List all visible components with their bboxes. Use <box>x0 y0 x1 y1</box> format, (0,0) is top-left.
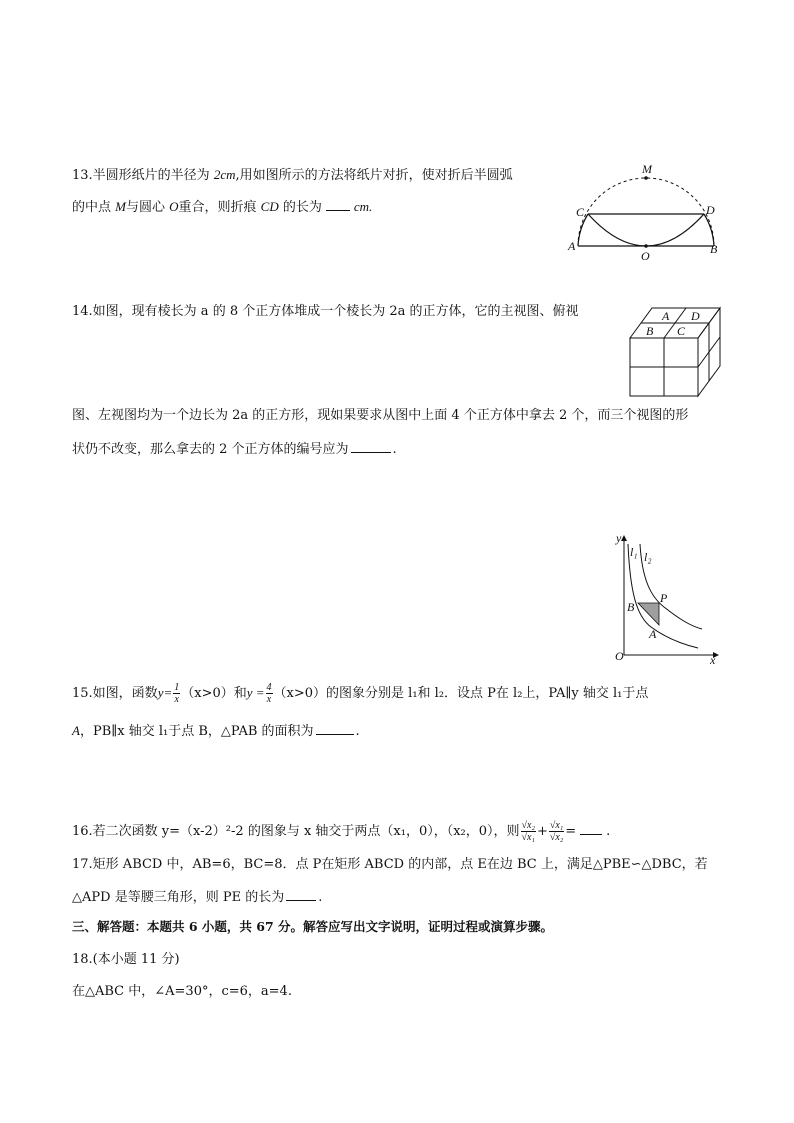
q17-text: △APD 是等腰三角形，则 PE 的长为 <box>72 890 285 905</box>
q13-answer-blank[interactable] <box>326 198 350 211</box>
q15-func2: y = <box>246 685 265 700</box>
q16-equals: = <box>565 824 577 839</box>
q16-plus: + <box>536 824 548 839</box>
q13-line2 <box>72 198 372 217</box>
section-3-heading: 三、解答题：本题共 6 小题，共 67 分。解答应写出文字说明，证明过程或演算步骤。 <box>72 919 554 934</box>
q14-text: 状仍不改变，那么拿去的 2 个正方体的编号应为 <box>72 442 349 457</box>
q16-period: . <box>606 824 611 839</box>
label-p: P <box>660 591 668 605</box>
q17-line2 <box>72 888 322 907</box>
triangle-pab-shaded <box>638 603 659 625</box>
cube-label-c: C <box>677 324 686 338</box>
q16-text: 16.若二次函数 y=（x-2）²-2 的图象与 x 轴交于两点（x₁，0），（x₂，0），则 <box>72 824 520 839</box>
q16-answer-blank[interactable] <box>580 822 602 835</box>
point-m <box>644 176 648 180</box>
label-m: M <box>642 162 652 176</box>
q14-period: . <box>392 442 397 457</box>
q16-frac1-den: √x₁ <box>521 832 535 843</box>
q16-line <box>72 820 610 843</box>
q18-body: 在△ABC 中，∠A=30°，c=6，a=4. <box>72 984 292 999</box>
q15-fraction-1 <box>173 682 180 705</box>
q13-line1 <box>72 166 513 185</box>
q17-line1: 17.矩形 ABCD 中，AB=6，BC=8．点 P在矩形 ABCD 的内部，点 E在边 BC 上，满足△PBE∽△DBC，若 <box>72 857 708 872</box>
q16-frac1-num: √x₂ <box>521 820 535 831</box>
q15-text: （x>0）和 <box>181 686 247 701</box>
axis-label-y: y <box>616 531 622 545</box>
label-b: B <box>627 600 635 614</box>
label-l1: l₁ <box>630 545 638 559</box>
label-b: B <box>710 242 718 256</box>
q13-text-a: 13.半圆形纸片的半径为 <box>72 168 214 183</box>
q15-func1: y= <box>157 685 173 700</box>
q16-fraction-2 <box>549 820 564 843</box>
semicircle-dashed-arc <box>578 178 714 246</box>
point-o <box>644 244 648 248</box>
q16-frac2-den: √x₂ <box>549 832 564 843</box>
q15-text: ，PB∥x 轴交 l₁于点 B，△PAB 的面积为 <box>79 724 314 739</box>
q15-text: （x>0）的图象分别是 l₁和 l₂．设点 P在 l₂上，PA∥y 轴交 l₁于点 <box>273 686 649 701</box>
q13-text: 重合，则折痕 <box>178 200 261 215</box>
q13-var-cd: CD <box>260 199 279 214</box>
q13-semicircle-figure <box>560 160 730 265</box>
label-a: A <box>649 627 657 641</box>
q13-var-o: O <box>169 199 179 214</box>
q13-var-m: M <box>115 199 126 214</box>
q15-answer-blank[interactable] <box>316 722 354 735</box>
q14-line1: 14.如图，现有棱长为 a 的 8 个正方体堆成一个棱长为 2a 的正方体，它的主视图、俯视 <box>72 304 579 319</box>
q14-line3 <box>72 440 397 459</box>
q14-answer-blank[interactable] <box>351 440 391 453</box>
q15-period: . <box>355 724 360 739</box>
q13-text: 的中点 <box>72 200 116 215</box>
q13-unit: cm. <box>353 199 373 214</box>
q14-line2: 图、左视图均为一个边长为 2a 的正方形，现如果要求从图中上面 4 个正方体中拿去 2 个，而三个视图的形 <box>72 408 689 423</box>
q13-text: 的长为 <box>278 200 322 215</box>
q15-line2 <box>72 722 360 741</box>
label-l2: l₂ <box>644 550 652 564</box>
q15-text: 15.如图，函数 <box>72 686 158 701</box>
label-o: O <box>641 249 650 263</box>
q14-cube-figure <box>622 300 732 400</box>
frac1-denominator: x <box>174 694 179 705</box>
q15-var-a: A <box>72 723 80 738</box>
label-a: A <box>568 239 576 253</box>
q15-graph-figure <box>606 530 726 665</box>
cube-label-a: A <box>662 309 670 323</box>
q16-fraction-1 <box>521 820 536 843</box>
q13-text: 与圆心 <box>125 200 170 215</box>
label-c: C <box>576 205 585 219</box>
q17-period: . <box>318 890 323 905</box>
q15-line1 <box>72 682 648 705</box>
q18-title: 18.(本小题 11 分) <box>72 952 180 967</box>
frac2-denominator: x <box>266 694 272 705</box>
label-d: D <box>706 203 715 217</box>
q13-radius: 2cm <box>213 167 236 182</box>
q13-text-c: ,用如图所示的方法将纸片对折，使对折后半圆弧 <box>235 168 513 183</box>
cube-label-d: D <box>691 309 700 323</box>
folded-arc <box>588 214 704 246</box>
axis-label-x: x <box>710 653 716 665</box>
frac1-numerator: 1 <box>174 682 180 693</box>
frac2-numerator: 4 <box>266 682 272 693</box>
origin-label: O <box>615 649 624 663</box>
q16-frac2-num: √x₁ <box>549 820 564 831</box>
q17-answer-blank[interactable] <box>286 888 316 901</box>
cube-label-b: B <box>646 324 654 338</box>
q15-fraction-2 <box>266 682 273 705</box>
